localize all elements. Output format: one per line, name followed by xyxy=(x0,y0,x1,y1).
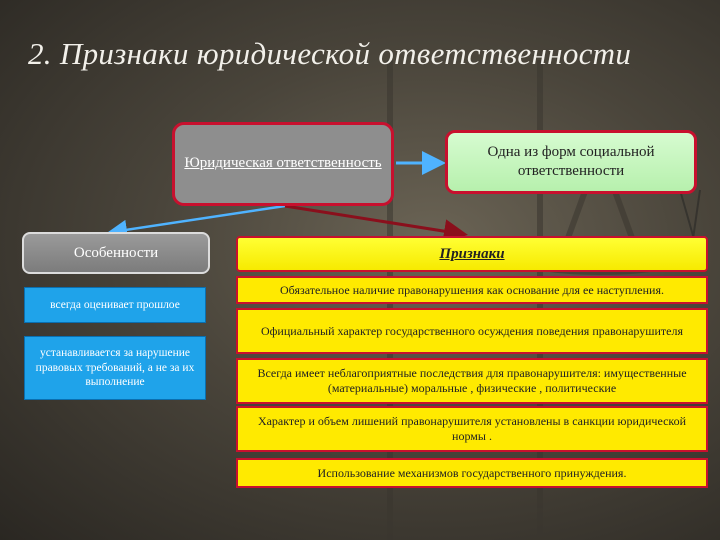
sign-item: Официальный характер государственного осуждения поведения правонарушителя xyxy=(236,308,708,354)
sign-item: Всегда имеет неблагоприятные последствия для правонарушителя: имущественные (материальные) моральные , физические , политические xyxy=(236,358,708,404)
sign-item: Характер и объем лишений правонарушителя установлены в санкции юридической нормы . xyxy=(236,406,708,452)
page-title: 2. Признаки юридической ответственности xyxy=(28,36,632,71)
legal-responsibility-box: Юридическая ответственность xyxy=(172,122,394,206)
features-header: Особенности xyxy=(22,232,210,274)
sign-item: Использование механизмов государственного принуждения. xyxy=(236,458,708,488)
feature-item: всегда оценивает прошлое xyxy=(24,287,206,323)
signs-header: Признаки xyxy=(236,236,708,272)
feature-item: устанавливается за нарушение правовых требований, а не за их выполнение xyxy=(24,336,206,400)
sign-item: Обязательное наличие правонарушения как основание для ее наступления. xyxy=(236,276,708,304)
social-responsibility-box: Одна из форм социальной ответственности xyxy=(445,130,697,194)
